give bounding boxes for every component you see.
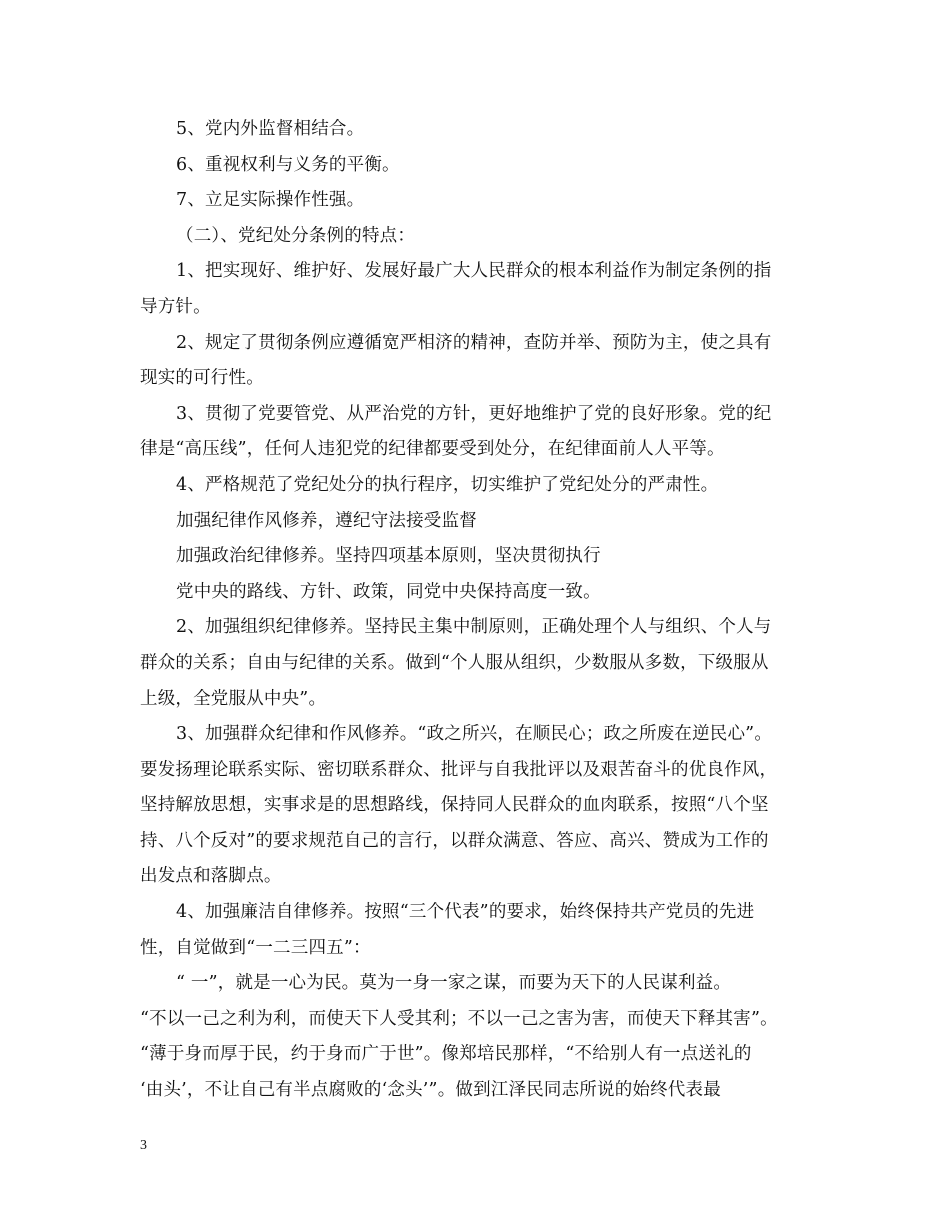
section-heading: 加强纪律作风修养，遵纪守法接受监督 (176, 510, 477, 531)
text-line: ‘由头’，不让自己有半点腐败的‘念头’”。做到江泽民同志所说的始终代表最 (140, 1080, 721, 1101)
text-line: 要发扬理论联系实际、密切联系群众、批评与自我批评以及艰苦奋斗的优良作风， (140, 759, 778, 780)
text-line: 性，自觉做到“一二三四五”： (140, 937, 371, 958)
text-line: 3、加强群众纪律和作风修养。“政之所兴，在顺民心；政之所废在逆民心”。 (176, 724, 773, 745)
text-line: 持、八个反对”的要求规范自己的言行，以群众满意、答应、高兴、赞成为工作的 (140, 830, 769, 851)
text-line: 律是“高压线”，任何人违犯党的纪律都要受到处分，在纪律面前人人平等。 (140, 439, 725, 460)
text-line: 7、立足实际操作性强。 (176, 190, 365, 211)
text-line: 2、加强组织纪律修养。坚持民主集中制原则，正确处理个人与组织、个人与 (176, 617, 772, 638)
text-line: 党中央的路线、方针、政策，同党中央保持高度一致。 (176, 581, 601, 602)
text-line: 加强政治纪律修养。坚持四项基本原则，坚决贯彻执行 (176, 546, 601, 567)
text-line: 6、重视权利与义务的平衡。 (176, 154, 400, 175)
text-line: 4、严格规范了党纪处分的执行程序，切实维护了党纪处分的严肃性。 (176, 474, 719, 495)
page-number: 3 (140, 1138, 147, 1153)
document-body (140, 112, 812, 1109)
text-line: “ 一”，就是一心为民。莫为一身一家之谋，而要为天下的人民谋利益。 (176, 973, 732, 994)
text-line: 5、党内外监督相结合。 (176, 119, 365, 139)
text-line: 导方针。 (140, 296, 211, 317)
text-line: 上级，全党服从中央”。 (140, 688, 327, 709)
text-line: 出发点和落脚点。 (140, 866, 282, 887)
text-line: 1、把实现好、维护好、发展好最广大人民群众的根本利益作为制定条例的指 (176, 261, 772, 282)
section-heading: （二）、党纪处分条例的特点： (176, 225, 416, 246)
text-line: 2、规定了贯彻条例应遵循宽严相济的精神，查防并举、预防为主，使之具有 (176, 332, 772, 353)
text-line: 现实的可行性。 (140, 368, 264, 389)
text-line: 群众的关系；自由与纪律的关系。做到“个人服从组织，少数服从多数，下级服从 (140, 652, 769, 673)
text-line: “不以一己之利为利，而使天下人受其利；不以一己之害为害，而使天下释其害”。 (140, 1008, 778, 1029)
text-line: “薄于身而厚于民，约于身而广于世”。像郑培民那样，“不给别人有一点送礼的 (140, 1044, 752, 1065)
text-line: 坚持解放思想，实事求是的思想路线，保持同人民群众的血肉联系，按照“八个坚 (140, 795, 769, 816)
text-line: 4、加强廉洁自律修养。按照“三个代表”的要求，始终保持共产党员的先进 (176, 902, 755, 923)
text-line: 3、贯彻了党要管党、从严治党的方针，更好地维护了党的良好形象。党的纪 (176, 403, 772, 424)
